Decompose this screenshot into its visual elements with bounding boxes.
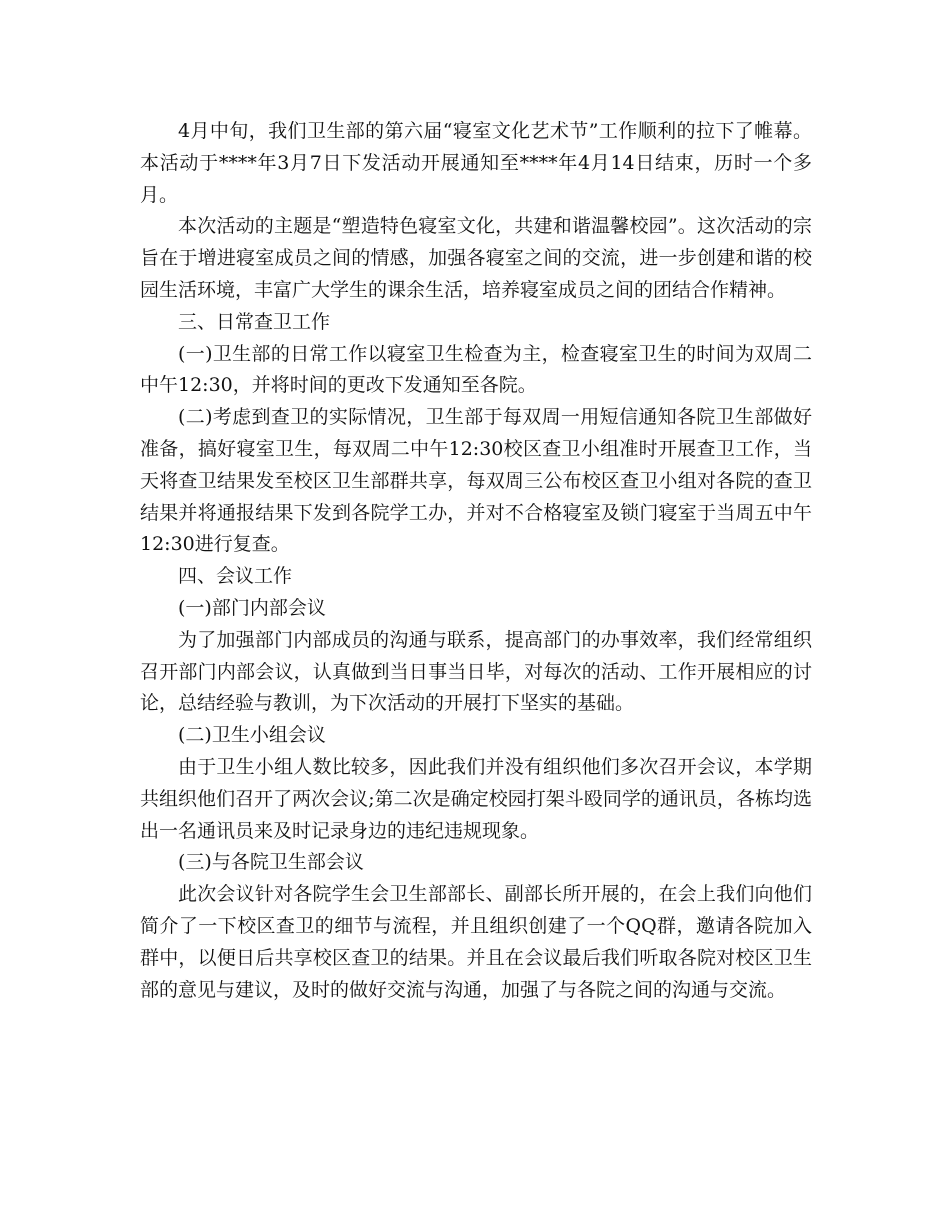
- paragraph-theme: 本次活动的主题是“塑造特色寝室文化，共建和谐温馨校园”。这次活动的宗旨在于增进寝室成员之间的情感，加强各寝室之间的交流，进一步创建和谐的校园生活环境，丰富广大学生的课余生活，培养寝室成员之间的团结合作精神。: [140, 215, 812, 301]
- heading-meeting-work: 四、会议工作: [178, 565, 293, 588]
- paragraph-inspection-1: (一)卫生部的日常工作以寝室卫生检查为主，检查寝室卫生的时间为双周二中午12:30，并将时间的更改下发通知至各院。: [140, 342, 812, 397]
- subheading-group-meeting: (二)卫生小组会议: [178, 724, 326, 747]
- subheading-college-meeting: (三)与各院卫生部会议: [178, 851, 364, 874]
- paragraph-inspection-2: (二)考虑到查卫的实际情况，卫生部于每双周一用短信通知各院卫生部做好准备，搞好寝室卫生，每双周二中午12:30校区查卫小组准时开展查卫工作，当天将查卫结果发至校区卫生部群共享，每双周三公布校区查卫小组对各院的查卫结果并将通报结果下发到各院学工办，并对不合格寝室及锁门寝室于当周五中午12:30进行复查。: [140, 406, 812, 556]
- heading-daily-inspection: 三、日常查卫工作: [178, 310, 331, 333]
- paragraph-internal-meeting: 为了加强部门内部成员的沟通与联系，提高部门的办事效率，我们经常组织召开部门内部会议，认真做到当日事当日毕，对每次的活动、工作开展相应的讨论，总结经验与教训，为下次活动的开展打下坚实的基础。: [140, 628, 812, 715]
- paragraph-group-meeting: 由于卫生小组人数比较多，因此我们并没有组织他们多次召开会议，本学期共组织他们召开了两次会议;第二次是确定校园打架斗殴同学的通讯员，各栋均选出一名通讯员来及时记录身边的违纪违规现象。: [140, 755, 812, 842]
- paragraph-intro: 4月中旬，我们卫生部的第六届“寝室文化艺术节”工作顺利的拉下了帷幕。本活动于****年3月7日下发活动开展通知至****年4月14日结束，历时一个多月。: [140, 120, 812, 206]
- document-body: [140, 116, 812, 1006]
- subheading-internal-meeting: (一)部门内部会议: [178, 596, 326, 619]
- paragraph-college-meeting: 此次会议针对各院学生会卫生部部长、副部长所开展的，在会上我们向他们简介了一下校区查卫的细节与流程，并且组织创建了一个QQ群，邀请各院加入群中，以便日后共享校区查卫的结果。并且在会议最后我们听取各院对校区卫生部的意见与建议，及时的做好交流与沟通，加强了与各院之间的沟通与交流。: [140, 883, 812, 1001]
